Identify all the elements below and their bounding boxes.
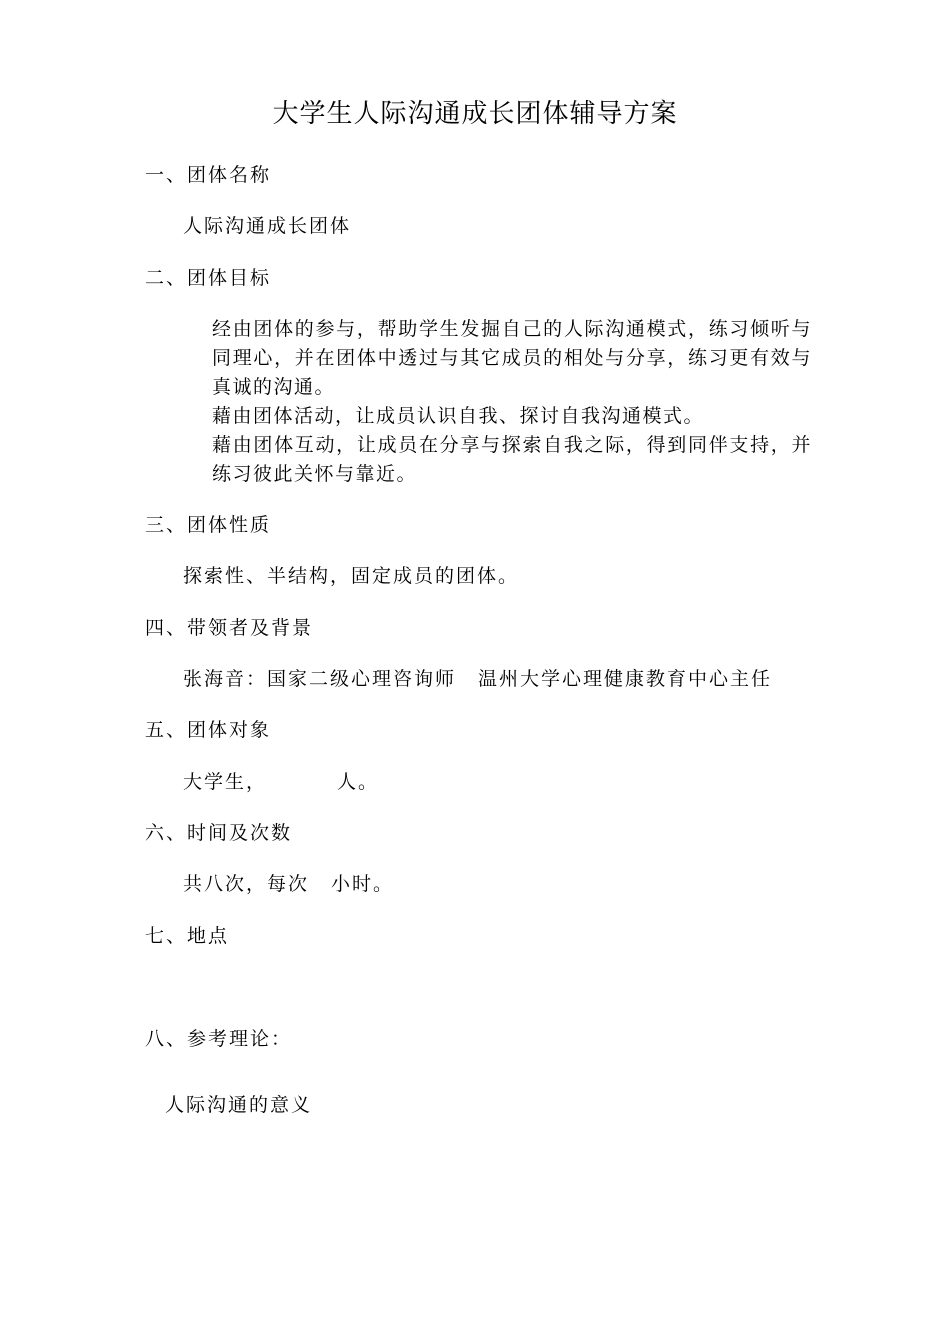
section-heading-audience: 五、团体对象 — [145, 719, 272, 741]
audience-prefix: 大学生， — [183, 771, 268, 793]
leader-info — [183, 665, 772, 693]
goal-item: 藉由团体活动，让成员认识自我、探讨自我沟通模式。 — [212, 405, 705, 427]
schedule-prefix: 共八次，每次 — [183, 873, 310, 895]
goal-item: 藉由团体互动，让成员在分享与探索自我之际，得到同伴支持，并练习彼此关怀与靠近。 — [212, 434, 812, 485]
section-heading-location: 七、地点 — [145, 925, 230, 947]
audience-suffix: 人。 — [337, 771, 380, 793]
section-heading-leader: 四、带领者及背景 — [145, 617, 314, 639]
section-heading-nature: 三、团体性质 — [145, 514, 272, 536]
section-heading-name: 一、团体名称 — [145, 164, 272, 186]
leader-name: 张海音： — [183, 668, 268, 690]
schedule-text — [183, 870, 394, 898]
section-heading-schedule: 六、时间及次数 — [145, 822, 293, 844]
theory-subheading: 人际沟通的意义 — [165, 1094, 313, 1116]
section-heading-goals: 二、团体目标 — [145, 267, 272, 289]
goals-list — [212, 315, 812, 489]
leader-role: 温州大学心理健康教育中心主任 — [478, 668, 773, 690]
group-nature-text: 探索性、半结构，固定成员的团体。 — [183, 565, 520, 587]
leader-certification: 国家二级心理咨询师 — [267, 668, 457, 690]
schedule-suffix: 小时。 — [331, 873, 395, 895]
section-heading-theory: 八、参考理论： — [145, 1028, 293, 1050]
audience-text — [183, 768, 379, 796]
group-name-text: 人际沟通成长团体 — [183, 215, 352, 237]
document-title: 大学生人际沟通成长团体辅导方案 — [272, 99, 678, 129]
goal-item: 经由团体的参与，帮助学生发掘自己的人际沟通模式，练习倾听与同理心，并在团体中透过与其它成员的相处与分享，练习更有效与真诚的沟通。 — [212, 318, 812, 398]
